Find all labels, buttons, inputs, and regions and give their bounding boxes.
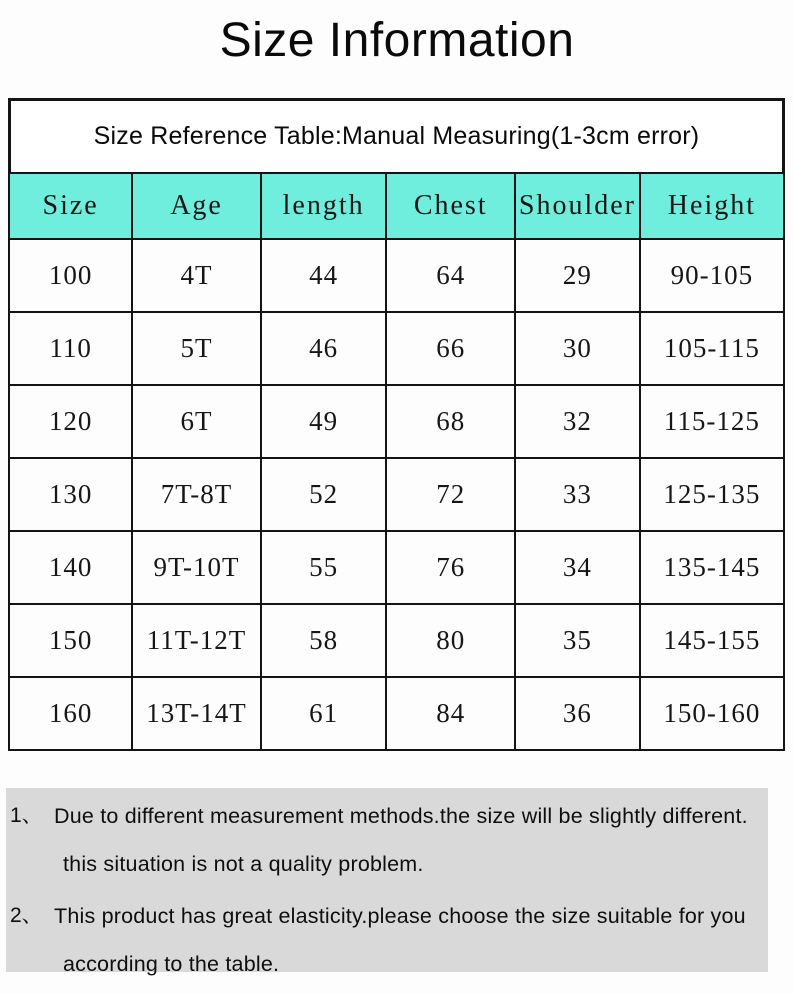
note-2-line-2: according to the table. bbox=[63, 952, 280, 976]
table-cell: 29 bbox=[515, 239, 640, 312]
table-cell: 84 bbox=[386, 677, 515, 750]
note-2-number: 2、 bbox=[10, 904, 43, 927]
table-cell: 150 bbox=[9, 604, 132, 677]
table-cell: 13T-14T bbox=[132, 677, 261, 750]
table-cell: 145-155 bbox=[640, 604, 784, 677]
page-title: Size Information bbox=[219, 14, 575, 67]
table-cell: 68 bbox=[386, 385, 515, 458]
size-table-header bbox=[9, 173, 784, 239]
table-cell: 135-145 bbox=[640, 531, 784, 604]
table-cell: 36 bbox=[515, 677, 640, 750]
note-1-number: 1、 bbox=[10, 804, 43, 827]
table-cell: 140 bbox=[9, 531, 132, 604]
table-cell: 49 bbox=[261, 385, 387, 458]
table-cell: 110 bbox=[9, 312, 132, 385]
table-cell: 125-135 bbox=[640, 458, 784, 531]
table-row bbox=[9, 385, 784, 458]
table-cell: 4T bbox=[132, 239, 261, 312]
table-cell: 46 bbox=[261, 312, 387, 385]
table-cell: 160 bbox=[9, 677, 132, 750]
table-cell: 7T-8T bbox=[132, 458, 261, 531]
header-cell-age: Age bbox=[132, 173, 261, 239]
size-table bbox=[8, 172, 785, 751]
notes-section bbox=[6, 788, 768, 976]
header-cell-shoulder: Shoulder bbox=[515, 173, 640, 239]
table-cell: 90-105 bbox=[640, 239, 784, 312]
size-chart-subtitle-box bbox=[8, 98, 785, 172]
size-chart-subtitle: Size Reference Table:Manual Measuring(1-3cm error) bbox=[93, 122, 700, 150]
table-cell: 115-125 bbox=[640, 385, 784, 458]
table-cell: 6T bbox=[132, 385, 261, 458]
table-cell: 64 bbox=[386, 239, 515, 312]
table-cell: 80 bbox=[386, 604, 515, 677]
table-cell: 9T-10T bbox=[132, 531, 261, 604]
header-row bbox=[9, 173, 784, 239]
table-cell: 58 bbox=[261, 604, 387, 677]
table-cell: 11T-12T bbox=[132, 604, 261, 677]
header-cell-chest: Chest bbox=[386, 173, 515, 239]
note-1 bbox=[10, 794, 760, 894]
table-cell: 120 bbox=[9, 385, 132, 458]
table-cell: 72 bbox=[386, 458, 515, 531]
size-chart bbox=[8, 98, 785, 751]
table-cell: 30 bbox=[515, 312, 640, 385]
note-1-line-2: this situation is not a quality problem. bbox=[63, 852, 424, 876]
table-cell: 33 bbox=[515, 458, 640, 531]
table-cell: 44 bbox=[261, 239, 387, 312]
header-cell-size: Size bbox=[9, 173, 132, 239]
table-row bbox=[9, 604, 784, 677]
table-cell: 52 bbox=[261, 458, 387, 531]
table-row bbox=[9, 239, 784, 312]
table-cell: 55 bbox=[261, 531, 387, 604]
table-cell: 150-160 bbox=[640, 677, 784, 750]
table-row bbox=[9, 312, 784, 385]
table-cell: 61 bbox=[261, 677, 387, 750]
size-table-body bbox=[9, 239, 784, 750]
table-cell: 100 bbox=[9, 239, 132, 312]
table-cell: 105-115 bbox=[640, 312, 784, 385]
table-cell: 32 bbox=[515, 385, 640, 458]
table-cell: 66 bbox=[386, 312, 515, 385]
note-1-line-1: Due to different measurement methods.the size will be slightly different. bbox=[54, 804, 748, 828]
table-row bbox=[9, 677, 784, 750]
table-row bbox=[9, 458, 784, 531]
note-2-line-1: This product has great elasticity.please choose the size suitable for you bbox=[54, 904, 746, 928]
table-cell: 35 bbox=[515, 604, 640, 677]
table-cell: 76 bbox=[386, 531, 515, 604]
header-cell-length: length bbox=[261, 173, 387, 239]
note-2 bbox=[10, 894, 760, 994]
table-cell: 5T bbox=[132, 312, 261, 385]
table-cell: 34 bbox=[515, 531, 640, 604]
table-cell: 130 bbox=[9, 458, 132, 531]
table-row bbox=[9, 531, 784, 604]
header-cell-height: Height bbox=[640, 173, 784, 239]
